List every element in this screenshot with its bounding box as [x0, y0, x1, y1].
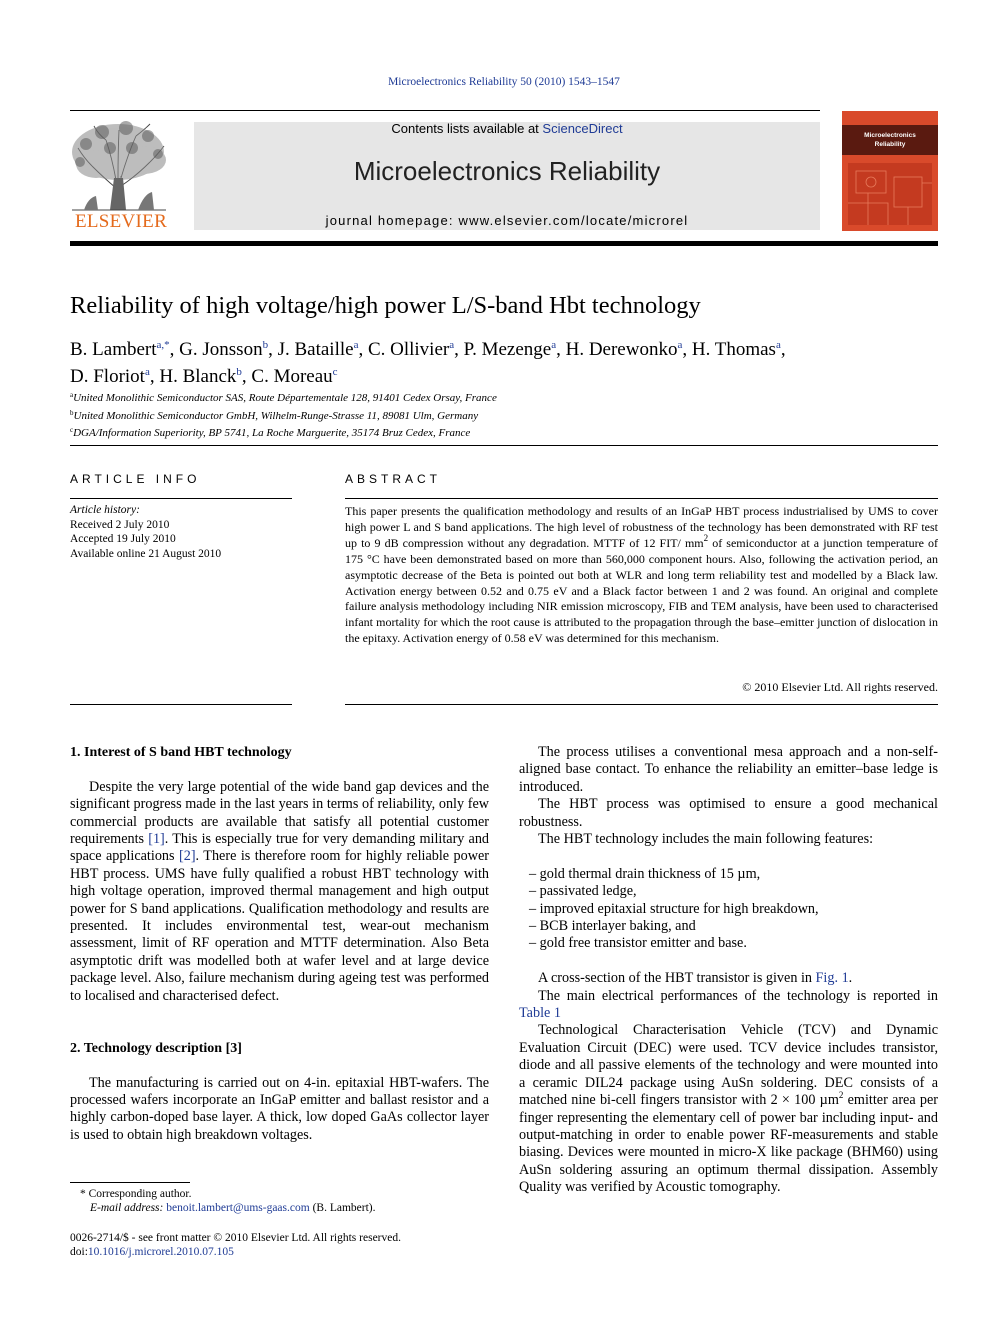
- section-2-paragraph: The manufacturing is carried out on 4-in. epitaxial HBT-wafers. The processed wafers incorporate an InGaP emitter and ballast resistor and a highly carbon-doped base layer. A thick, low doped GaAs collector layer is used to obtain high breakdown voltages.: [70, 1074, 489, 1143]
- author-separator: ,: [149, 366, 160, 387]
- author-affiliation-mark[interactable]: a: [775, 339, 781, 351]
- section-2-heading: 2. Technology description [3]: [70, 1040, 242, 1056]
- affiliation-text: DGA/Information Superiority, BP 5741, La Roche Marguerite, 35174 Bruz Cedex, France: [73, 427, 471, 439]
- footnote: [70, 1187, 375, 1215]
- journal-citation[interactable]: Microelectronics Reliability 50 (2010) 1543–1547: [388, 76, 620, 88]
- author-name: P. Mezenge: [463, 339, 552, 360]
- author-separator: ,: [358, 339, 368, 360]
- affiliation-text: United Monolithic Semiconductor SAS, Route Départementale 128, 91401 Cedex Orsay, France: [73, 392, 497, 404]
- article-info-bottom-rule: [70, 704, 292, 705]
- journal-cover-image: [842, 111, 938, 231]
- journal-title: Microelectronics Reliability: [353, 156, 661, 186]
- author-affiliation-mark[interactable]: a: [353, 339, 359, 351]
- abstract-bottom-rule: [345, 704, 938, 705]
- author-affiliation-mark[interactable]: a,*: [156, 339, 170, 351]
- doi-line: doi:10.1016/j.microrel.2010.07.105: [70, 1246, 234, 1258]
- author-separator: ,: [454, 339, 464, 360]
- author-name: D. Floriot: [70, 366, 145, 387]
- cover-title: Microelectronics Reliability: [864, 132, 916, 148]
- header-rule: [70, 110, 820, 111]
- author-line-2: [70, 361, 938, 388]
- abstract-rule: [345, 498, 938, 499]
- email-link[interactable]: benoit.lambert@ums-gaas.com: [166, 1202, 310, 1214]
- section-1-paragraph: Despite the very large potential of the wide band gap devices and the significant progress made in the last years in terms of reliability, only few commercial products are available that satisfy all potential customer requirements [1]. This is especially true for very demanding military and space applications [2]. There is therefore room for highly reliable power HBT process. UMS have fully qualified a robust HBT technology with high voltage operation, improved thermal management and high output power for S band applications. Qualification methodology and results are presented. It includes environmental test, wear-out mechanism assessment, limit of RF operation and MTTF determination. Also Beta asymptotic drift was modelled both at wafer level and at large device package level. Also, failure mechanism during ageing test was performed to localised and characterised defect.: [70, 778, 490, 1004]
- contents-line: Contents lists available at ScienceDirect: [391, 121, 623, 136]
- feature-item: – BCB interlayer baking, and: [529, 918, 696, 935]
- issn-doi: [70, 1231, 401, 1259]
- issn-line: 0026-2714/$ - see front matter © 2010 Elsevier Ltd. All rights reserved.: [70, 1232, 401, 1244]
- author-name: C. Ollivier: [367, 339, 450, 360]
- author-name: H. Blanck: [159, 366, 237, 387]
- author-affiliation-mark[interactable]: a: [449, 339, 455, 351]
- affiliation-key: b: [70, 408, 74, 417]
- author-name: C. Moreau: [251, 366, 333, 387]
- author-affiliation-mark[interactable]: a: [677, 339, 683, 351]
- author-name: G. Jonsson: [179, 339, 263, 360]
- cross-section-paragraph: A cross-section of the HBT transistor is given in Fig. 1.: [538, 970, 853, 987]
- author-separator: ,: [169, 339, 180, 360]
- elsevier-wordmark: ELSEVIER: [74, 211, 168, 232]
- received-date: Received 2 July 2010: [70, 518, 170, 531]
- affiliations: [70, 388, 938, 441]
- author-list: [70, 334, 938, 388]
- features-intro: The HBT technology includes the main following features:: [538, 831, 874, 848]
- affiliation-item: [70, 388, 938, 406]
- author-affiliation-mark[interactable]: b: [262, 339, 269, 351]
- author-affiliation-mark[interactable]: a: [144, 366, 150, 378]
- performance-paragraph: The main electrical performances of the technology is reported in Table 1: [519, 987, 938, 1022]
- article-history: [70, 503, 221, 562]
- author-separator: ,: [268, 339, 278, 360]
- feature-item: – improved epitaxial structure for high breakdown,: [529, 900, 819, 917]
- cover-circuit-icon: [848, 163, 932, 225]
- author-affiliation-mark[interactable]: a: [551, 339, 557, 351]
- journal-homepage[interactable]: journal homepage: www.elsevier.com/locate/microrel: [325, 213, 689, 228]
- author-affiliation-mark[interactable]: b: [236, 366, 242, 378]
- online-date: Available online 21 August 2010: [70, 548, 222, 561]
- author-separator: ,: [682, 339, 692, 360]
- accepted-date: Accepted 19 July 2010: [70, 533, 176, 546]
- author-line-1: [70, 334, 938, 361]
- affiliation-text: United Monolithic Semiconductor GmbH, Wilhelm-Runge-Strasse 11, 89081 Ulm, Germany: [73, 409, 479, 422]
- author-affiliation-mark[interactable]: c: [332, 366, 338, 378]
- author-name: H. Thomas: [691, 339, 776, 360]
- doi-link[interactable]: 10.1016/j.microrel.2010.07.105: [87, 1246, 234, 1258]
- email-line: E-mail address: benoit.lambert@ums-gaas.com (B. Lambert).: [90, 1202, 376, 1214]
- robustness-paragraph: The HBT process was optimised to ensure a good mechanical robustness.: [519, 796, 938, 830]
- affiliation-item: [70, 423, 938, 441]
- article-info-rule: [70, 498, 292, 499]
- abstract-heading: ABSTRACT: [345, 472, 442, 486]
- footnote-rule: [70, 1182, 190, 1183]
- author-name: B. Lambert: [70, 339, 157, 360]
- section-1-heading: 1. Interest of S band HBT technology: [70, 745, 292, 760]
- fig-1-link[interactable]: Fig. 1: [815, 970, 849, 987]
- ref-2-link[interactable]: [2]: [179, 848, 196, 865]
- affiliation-key: a: [70, 391, 74, 399]
- feature-item: – passivated ledge,: [529, 883, 637, 900]
- table-1-link[interactable]: Table 1: [519, 1005, 561, 1022]
- feature-item: – gold thermal drain thickness of 15 µm,: [529, 865, 761, 882]
- header-thick-rule: [70, 241, 938, 246]
- author-separator: ,: [556, 339, 566, 360]
- author-separator: ,: [241, 366, 252, 387]
- body-right-column: [519, 744, 938, 1197]
- body-left-column: [70, 744, 489, 1144]
- process-paragraph: The process utilises a conventional mesa approach and a non-self-aligned base contact. To enhance the reliability an emitter–base ledge is introduced.: [519, 744, 938, 795]
- feature-item: – gold free transistor emitter and base.: [529, 935, 747, 952]
- author-name: H. Derewonko: [565, 339, 678, 360]
- author-name: J. Bataille: [277, 339, 354, 360]
- affiliation-item: [70, 406, 938, 424]
- affiliation-key: c: [70, 426, 74, 434]
- author-separator: ,: [780, 339, 786, 360]
- feature-list: [519, 866, 938, 953]
- article-info-heading: ARTICLE INFO: [70, 472, 201, 486]
- ref-1-link[interactable]: [1]: [148, 831, 165, 848]
- abstract-text: This paper presents the qualification methodology and results of an InGaP HBT process industrialised by UMS to cover high power L and S band applications. The high level of robustness of the technology has been demonstrated with RF test up to 9 dB compression without any degradation. MTTF of 12 FIT/ $mm^2$ of semiconductor at a junction temperature of 175 °C have been demonstrated based on more than 560,000 component hours. Also, following the activation period, an asymptotic decrease of the Beta is pointed out both at WLR and long term reliability test and modelled by a Black law. Activation energy between 0.52 and 0.75 eV and a Black factor between 1 and 2 was found. An original and complete failure analysis methodology including NIR emission microscopy, FIB and TEM analysis, have been used to characterised infant mortality for which the root cause is attributed to the propagation through the base–emitter junction of dislocation in the epitaxy. Activation energy of 0.58 eV was determined for this mechanism.: [345, 504, 938, 646]
- abstract-copyright: © 2010 Elsevier Ltd. All rights reserved.: [742, 680, 938, 694]
- history-label: Article history:: [70, 504, 140, 516]
- affiliation-rule: [70, 445, 938, 446]
- article-title: Reliability of high voltage/high power L/S-band Hbt technology: [70, 292, 701, 319]
- sciencedirect-link[interactable]: ScienceDirect: [542, 121, 623, 136]
- tcv-dec-paragraph: Technological Characterisation Vehicle (TCV) and Dynamic Evaluation Circuit (DEC) were used. TCV device includes transistor, diode and all passive elements of the technology and were mounted into a ceramic DIL24 package using AuSn soldering. DEC consists of a matched nine bi-cell fingers transistor with 2 × 100 µm$^2$ emitter area per finger representing the elementary cell of power bar including input- and output-matching in order to enable power RF-measurements and stable biasing. Devices were mounted in micro-X like package (BHM60) using AuSn soldering assuring an optimum thermal dissipation. Assembly Quality was verified by Acoustic tomography.: [519, 1022, 938, 1196]
- corresponding-author: * Corresponding author.: [80, 1188, 192, 1200]
